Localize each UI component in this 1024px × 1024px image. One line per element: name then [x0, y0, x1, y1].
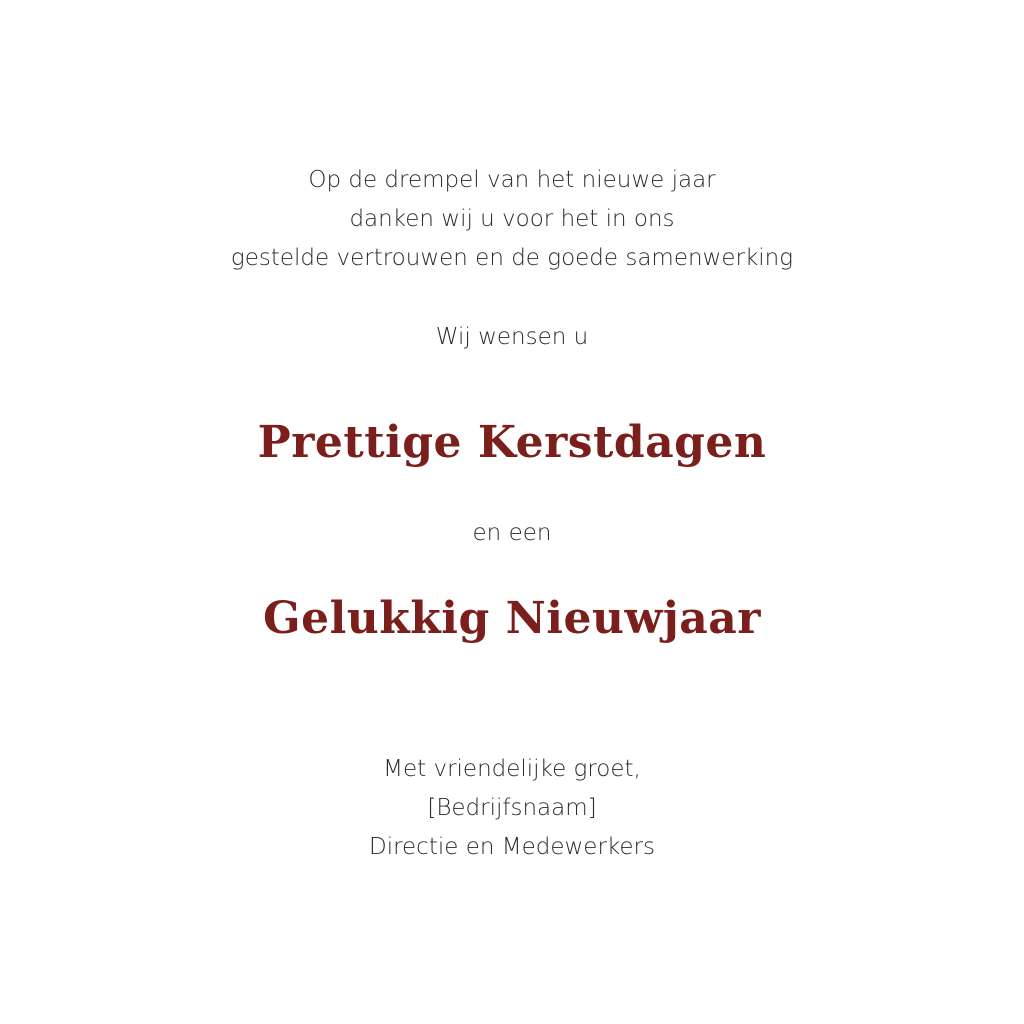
wish-intro: Wij wensen u [435, 324, 589, 350]
intro-line-2: danken wij u voor het in ons [349, 206, 675, 232]
signatories: Directie en Medewerkers [368, 834, 655, 860]
greeting-christmas: Prettige Kerstdagen [257, 417, 767, 468]
closing-salutation: Met vriendelijke groet, [383, 756, 641, 782]
connector-text: en een [472, 520, 552, 546]
intro-line-3: gestelde vertrouwen en de goede samenwerking [230, 245, 794, 271]
company-name: [Bedrijfsnaam] [427, 795, 597, 821]
intro-line-1: Op de drempel van het nieuwe jaar [308, 167, 716, 193]
greeting-new-year: Gelukkig Nieuwjaar [263, 593, 761, 644]
